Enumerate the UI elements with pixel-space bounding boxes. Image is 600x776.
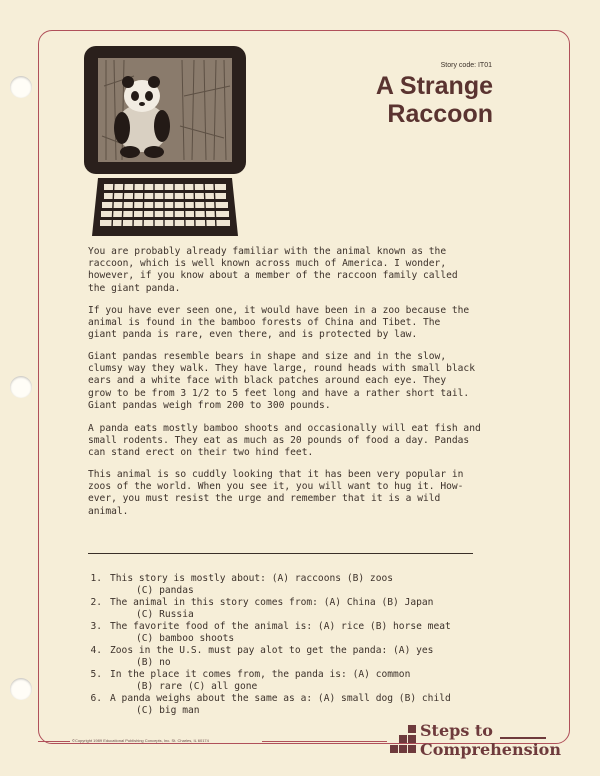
question-text: Zoos in the U.S. must pay alot to get the panda: (A) yes [110, 645, 434, 656]
question-number: 3. [90, 621, 102, 632]
page-title [300, 72, 493, 128]
copyright-notice: ©Copyright 1989 Educational Publishing Concepts, Inc. St. Charles, IL 60174 [72, 738, 209, 743]
question-text: In the place it comes from, the panda is: (A) common [110, 669, 411, 680]
question-number: 4. [90, 645, 102, 656]
punch-hole-top [10, 76, 32, 98]
laptop-panda-icon [84, 46, 246, 238]
logo-text-comprehension: Comprehension [420, 740, 561, 759]
footer-rule-left [38, 741, 70, 742]
question-text: This story is mostly about: (A) raccoons (B) zoos [110, 573, 394, 584]
paragraph-5: This animal is so cuddly looking that it has been very popular in zoos of the world. When you see it, you will want to hug it. How- ever, you must resist the urge and remember that it is a wild animal. [88, 469, 464, 517]
punch-hole-bottom [10, 678, 32, 700]
question-number: 5. [90, 669, 102, 680]
title-line-1: A Strange [375, 72, 493, 100]
question-number: 2. [90, 597, 102, 608]
question-text: The favorite food of the animal is: (A) rice (B) horse meat [110, 621, 451, 632]
question-options: (B) no [136, 656, 171, 668]
logo-text-steps: Steps to [420, 721, 493, 740]
story-code: Story code: IT01 [440, 62, 492, 69]
question-options: (B) rare (C) all gone [136, 680, 258, 692]
question-number: 1. [90, 573, 102, 584]
paragraph-1: You are probably already familiar with the animal known as the raccoon, which is well known across much of America. I wonder, however, if you know about a member of the raccoon family called the giant panda. [88, 246, 458, 294]
paragraph-4: A panda eats mostly bamboo shoots and occasionally will eat fish and small rodents. They eat as much as 20 pounds of food a day. Pandas can stand erect on their two hind feet. [88, 423, 481, 459]
question-number: 6. [90, 693, 102, 704]
question-options: (C) bamboo shoots [136, 632, 235, 644]
question-text: A panda weighs about the same as a: (A) small dog (B) child [110, 693, 451, 704]
question-options: (C) Russia [136, 608, 194, 620]
logo-underline [500, 737, 546, 739]
question-text: The animal in this story comes from: (A) China (B) Japan [110, 597, 434, 608]
footer-rule-right [262, 741, 387, 742]
section-divider [88, 553, 473, 554]
paragraph-2: If you have ever seen one, it would have been in a zoo because the animal is found in the bamboo forests of China and Tibet. The giant panda is rare, even there, and is protected by law. [88, 305, 470, 341]
punch-hole-middle [10, 376, 32, 398]
question-options: (C) big man [136, 704, 200, 716]
question-options: (C) pandas [136, 584, 194, 596]
steps-logo-icon [388, 724, 418, 754]
paragraph-3: Giant pandas resemble bears in shape and size and in the slow, clumsy way they walk. They have large, round heads with small black ears and a white face with black patches around each eye. They grow to be from 3 1/2 to 5 feet long and have a rather short tail. Giant pandas weigh from 200 to 300 pounds. [88, 351, 475, 411]
title-line-2: Raccoon [387, 100, 493, 128]
